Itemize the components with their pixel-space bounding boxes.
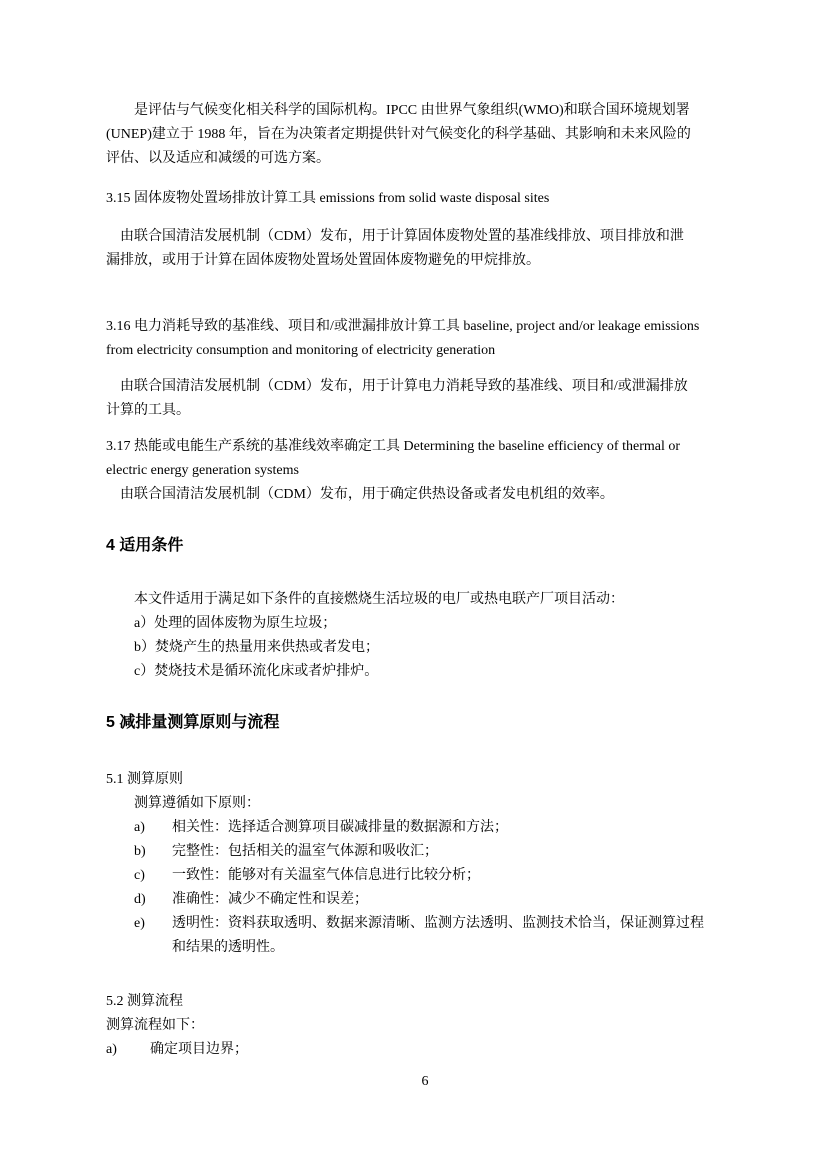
text-line: 测算遵循如下原则： [134,796,260,811]
section-5-heading: 5 减排量测算原则与流程 [106,714,280,731]
list-item-text: 相关性：选择适合测算项目碳减排量的数据源和方法； [172,820,508,835]
list-item-text: 一致性：能够对有关温室气体信息进行比较分析； [172,868,480,883]
subsection-5-2-title [106,990,744,1014]
process-item-a [106,1038,744,1062]
text-line: 漏排放，或用于计算在固体废物处置场处置固体废物避免的甲烷排放。 [106,253,540,268]
term-3-16-definition [106,375,744,423]
condition-item-a: a）处理的固体废物为原生垃圾； [134,616,337,631]
text-line: 本文件适用于满足如下条件的直接燃烧生活垃圾的电厂或热电联产厂项目活动： [134,592,624,607]
text-line: 和结果的透明性。 [172,940,284,955]
principle-item-e [134,912,744,960]
section-4-heading: 4 适用条件 [106,537,184,554]
condition-item-b: b）焚烧产生的热量用来供热或者发电； [134,640,379,655]
list-item-text: 确定项目边界； [150,1042,248,1057]
principle-item-c [134,864,744,888]
text-line: 由联合国清洁发展机制（CDM）发布，用于确定供热设备或者发电机组的效率。 [120,487,614,502]
principle-item-d [134,888,744,912]
term-3-15-title: 3.15 固体废物处置场排放计算工具 emissions from solid waste disposal sites [106,191,550,206]
text-line: (UNEP)建立于 1988 年，旨在为决策者定期提供针对气候变化的科学基础、其影响和未来风险的 [106,127,691,142]
term-3-17-title: 3.17 热能或电能生产系统的基准线效率确定工具 Determining the baseline efficiency of thermal or [106,439,681,454]
term-3-17-title-continued: electric energy generation systems [106,463,299,478]
subsection-5-1-title [106,768,744,792]
term-3-17 [106,435,744,483]
list-marker: a) [134,820,145,835]
page-number: 6 [421,1074,429,1089]
term-3-16-title: 3.16 电力消耗导致的基准线、项目和/或泄漏排放计算工具 baseline, project and/or leakage emissions [106,319,700,334]
term-3-15-definition [106,225,744,273]
text-line: 是评估与气候变化相关科学的国际机构。IPCC 由世界气象组织(WMO)和联合国环境规划署 [134,103,690,118]
process-list [106,1038,744,1062]
subsection-5-1-intro [106,792,744,816]
text-line: 由联合国清洁发展机制（CDM）发布，用于计算电力消耗导致的基准线、项目和/或泄漏排放 [120,379,688,394]
text-line: 测算流程如下： [106,1018,204,1033]
term-3-17-definition [106,483,744,507]
condition-item-c: c）焚烧技术是循环流化床或者炉排炉。 [134,664,379,679]
text-line: 透明性：资料获取透明、数据来源清晰、监测方法透明、监测技术恰当，保证测算过程 [172,916,704,931]
list-item-text: 完整性：包括相关的温室气体源和吸收汇； [172,844,438,859]
list-marker: d) [134,892,146,907]
list-item-text [172,912,744,960]
term-3-16 [106,315,744,363]
list-marker: c) [134,868,145,883]
text-line: 评估、以及适应和减缓的可选方案。 [106,151,330,166]
text-line: 5.1 测算原则 [106,772,183,787]
text-line: 计算的工具。 [106,403,190,418]
term-3-15 [106,187,744,211]
paragraph-ipcc-definition [106,99,744,171]
section-4-intro [106,588,744,612]
text-line: 5.2 测算流程 [106,994,183,1009]
list-marker: e) [134,916,145,931]
list-marker: b) [134,844,146,859]
principle-item-b [134,840,744,864]
principle-item-a [134,816,744,840]
term-3-16-title-continued: from electricity consumption and monitoring of electricity generation [106,343,496,358]
principle-list [106,816,744,960]
section-4-condition-list [106,612,744,684]
text-line: 由联合国清洁发展机制（CDM）发布，用于计算固体废物处置的基准线排放、项目排放和泄 [120,229,684,244]
list-marker: a) [106,1042,117,1057]
list-item-text: 准确性：减少不确定性和误差； [172,892,368,907]
subsection-5-2-intro [106,1014,744,1038]
